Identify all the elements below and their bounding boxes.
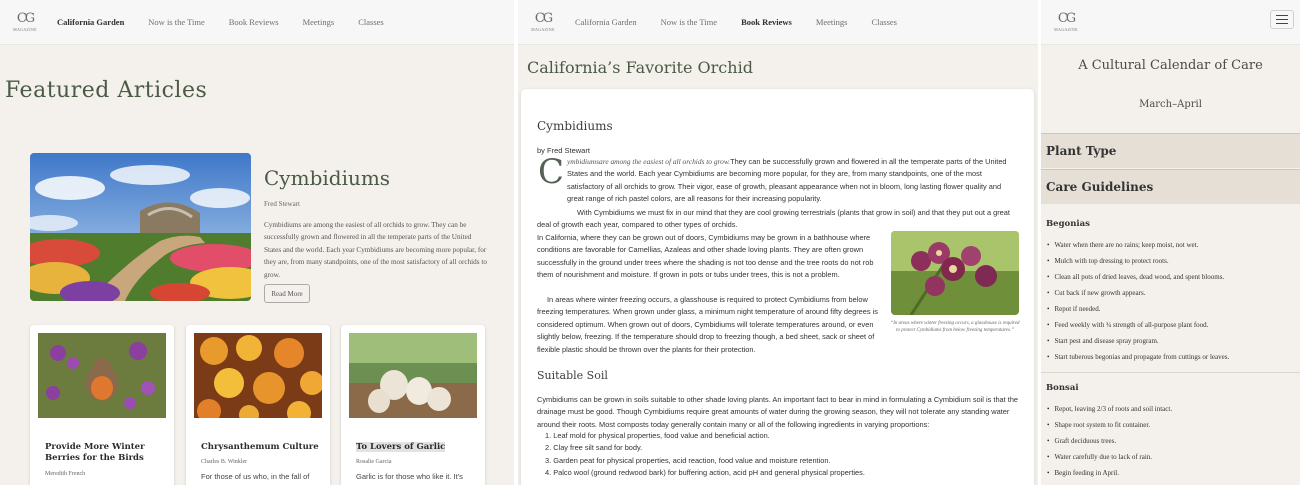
card-image-garlic bbox=[349, 333, 477, 418]
plant-type-header: Plant Type bbox=[1041, 133, 1300, 168]
hero-excerpt: Cymbidiums are among the easiest of all orchids to grow. They can be successfully grown and flowered in all the temperate parts of the United States and the world. Each year Cymbidiums are becoming more popular, for they are, from many standpoints, one of the most satisfactory of all orchids to grow. bbox=[264, 221, 487, 279]
page-title: California’s Favorite Orchid bbox=[527, 58, 753, 77]
article-card-berries[interactable] bbox=[30, 325, 174, 485]
nav-link-classes[interactable]: Classes bbox=[871, 17, 897, 27]
logo-mark: CG bbox=[534, 11, 552, 26]
article-byline: by Fred Stewart bbox=[537, 146, 590, 155]
list-item: • Mulch with top dressing to protect roots. bbox=[1047, 253, 1229, 269]
nav-links bbox=[575, 17, 921, 27]
top-nav bbox=[1041, 0, 1300, 45]
article-paragraph: In areas where winter freezing occurs, a glasshouse is required to protect Cymbidiums from below freezing temperatures. When grown under glass, a minimum night temperature of around fifty degrees is considered optimum. When grown out of doors, Cymbidiums will tolerate temperatures around, or even slightly below, freezing. If the temperature should drop to freezing though, a bed sheet, sack or sheet of flexible plastic should be thrown over the plants for their protection. bbox=[537, 295, 878, 354]
list-item: • Water when there are no rains; keep moist, not wet. bbox=[1047, 237, 1229, 253]
featured-articles-panel bbox=[0, 0, 514, 485]
list-item: 4. Palco wool (ground redwood bark) for buffering action, acid pH and general physical properties. bbox=[545, 468, 865, 478]
article-paragraph bbox=[567, 156, 1019, 206]
site-logo[interactable] bbox=[1050, 5, 1082, 39]
top-nav bbox=[518, 0, 1038, 45]
page-subtitle: March–April bbox=[1139, 99, 1202, 110]
nav-link-meetings[interactable]: Meetings bbox=[815, 17, 848, 27]
read-more-button[interactable]: Read More bbox=[264, 284, 310, 303]
top-nav bbox=[0, 0, 514, 45]
page-title: A Cultural Calendar of Care bbox=[1078, 58, 1263, 73]
list-item: • Start tuberous begonias and propagate from cuttings or leaves. bbox=[1047, 349, 1229, 365]
begonias-care-list bbox=[1047, 237, 1229, 365]
hero-title[interactable]: Cymbidiums bbox=[264, 166, 391, 190]
bonsai-care-list bbox=[1047, 401, 1172, 481]
hero-author: Fred Stewart bbox=[264, 200, 300, 208]
card-image-robin bbox=[38, 333, 166, 418]
logo-subtitle: MAGAZINE bbox=[1054, 27, 1078, 32]
card-title[interactable]: Provide More Winter Berries for the Birds bbox=[45, 442, 145, 463]
list-item: • Repot, leaving 2/3 of roots and soil intact. bbox=[1047, 401, 1172, 417]
hamburger-menu-icon[interactable] bbox=[1270, 10, 1294, 29]
list-item: • Feed weekly with ¾ strength of all-purpose plant food. bbox=[1047, 317, 1229, 333]
ingredient-list bbox=[545, 430, 865, 480]
list-item: • Clean all pots of dried leaves, dead wood, and spent blooms. bbox=[1047, 269, 1229, 285]
list-item: • Shape root system to fit container. bbox=[1047, 417, 1172, 433]
section-divider bbox=[1041, 372, 1300, 373]
site-logo[interactable] bbox=[527, 5, 559, 39]
card-title[interactable]: Chrysanthemum Culture bbox=[201, 442, 319, 452]
nav-links bbox=[57, 17, 408, 27]
logo-mark: CG bbox=[1057, 11, 1075, 26]
nav-link-book-reviews[interactable]: Book Reviews bbox=[228, 17, 279, 27]
article-paragraph: In California, where they can be grown out of doors, Cymbidiums may be grown in a bathhouse where conditions are favorable for Camellias, Azaleas and other shade loving plants. They are often grown successfully in the ground under trees where the shading is not too dense and the tree roots do not rob them of nourishment and moisture. If grown in pots or tubs under trees, this is not a problem. bbox=[537, 233, 874, 280]
nav-link-california-garden[interactable]: California Garden bbox=[575, 17, 637, 27]
list-item: • Begin feeding in April. bbox=[1047, 465, 1172, 481]
category-title-bonsai: Bonsai bbox=[1046, 383, 1079, 393]
card-author: Rosalie Garcia bbox=[356, 459, 392, 465]
card-excerpt: Garlic is for those who like it. It's bbox=[356, 472, 463, 481]
category-title-begonias: Begonias bbox=[1046, 219, 1090, 229]
nav-link-book-reviews[interactable]: Book Reviews bbox=[741, 17, 792, 27]
logo-subtitle: MAGAZINE bbox=[531, 27, 555, 32]
card-title-text: To Lovers of Garlic bbox=[356, 442, 446, 452]
logo-mark: CG bbox=[16, 11, 34, 26]
card-author: Meredith French bbox=[45, 471, 86, 477]
article-heading: Cymbidiums bbox=[537, 119, 613, 133]
nav-link-california-garden[interactable]: California Garden bbox=[57, 17, 125, 27]
nav-link-classes[interactable]: Classes bbox=[358, 17, 384, 27]
hero-image-garden[interactable] bbox=[30, 153, 251, 301]
article-card-garlic[interactable] bbox=[341, 325, 485, 485]
logo-subtitle: MAGAZINE bbox=[13, 27, 37, 32]
article-paragraph: Cymbidiums can be grown in soils suitable to other shade loving plants. An important fact to bear in mind in formulating a Cymbidium soil is that the drainage must be good. Though Cymbidiums require great amounts of water during the growing season, they will not tolerate any standing water around their roots. Most composts today generally contain many or all of the following ingredients in varying proportions: bbox=[537, 395, 1019, 429]
article-paragraph: With Cymbidiums we must fix in our mind that they are cool growing terrestrials (plants that grow in soil) and that they put out a great deal of growth each year, compared to other types of orchids. bbox=[537, 208, 1010, 230]
list-item: • Repot if needed. bbox=[1047, 301, 1229, 317]
card-title[interactable] bbox=[356, 442, 476, 453]
card-author: Charles B. Winkler bbox=[201, 459, 248, 465]
article-card bbox=[521, 89, 1034, 485]
calendar-panel bbox=[1041, 0, 1300, 485]
orchid-image bbox=[891, 231, 1019, 315]
page-title: Featured Articles bbox=[5, 78, 208, 103]
section-heading: Suitable Soil bbox=[537, 369, 608, 382]
list-item: • Graft deciduous trees. bbox=[1047, 433, 1172, 449]
nav-link-now-is-the-time[interactable]: Now is the Time bbox=[148, 17, 205, 27]
list-item: 1. Leaf mold for physical properties, food value and beneficial action. bbox=[545, 431, 770, 440]
list-item: 2. Clay free silt sand for body. bbox=[545, 443, 643, 453]
card-image-chrysanthemums bbox=[194, 333, 322, 418]
list-item: • Cut back if new growth appears. bbox=[1047, 285, 1229, 301]
paragraph-text: They can be successfully grown and flowered in all the temperate parts of the United States and the world. Each year Cymbidiums are becoming more popular, for they are, from many standpoints, one of the most satisfactory of all orchids to grow. Their vigor, ease of growth, pleasant appearance when not in bloom, long lasting flower quality and great range of rich pastel colors, are all reasons for their increasing popularity. bbox=[567, 157, 1007, 204]
article-panel bbox=[518, 0, 1038, 485]
nav-link-meetings[interactable]: Meetings bbox=[302, 17, 335, 27]
list-item: • Water carefully due to lack of rain. bbox=[1047, 449, 1172, 465]
care-guidelines-header: Care Guidelines bbox=[1041, 169, 1300, 204]
site-logo[interactable] bbox=[9, 5, 41, 39]
list-item: • Start pest and disease spray program. bbox=[1047, 333, 1229, 349]
drop-cap: C bbox=[538, 152, 565, 192]
image-caption: “In areas where winter freezing occurs, a glasshouse is required to protect Cymbidiums from below freezing temperatures.” bbox=[890, 321, 1020, 333]
nav-link-now-is-the-time[interactable]: Now is the Time bbox=[660, 17, 718, 27]
card-excerpt: For those of us who, in the fall of bbox=[201, 472, 310, 481]
lead-italic: ymbidiumsare among the easiest of all orchids to grow. bbox=[567, 157, 731, 166]
list-item: 3. Garden peat for physical properties, acid reaction, food value and moisture retention. bbox=[545, 455, 831, 465]
article-card-chrysanthemum[interactable] bbox=[186, 325, 330, 485]
